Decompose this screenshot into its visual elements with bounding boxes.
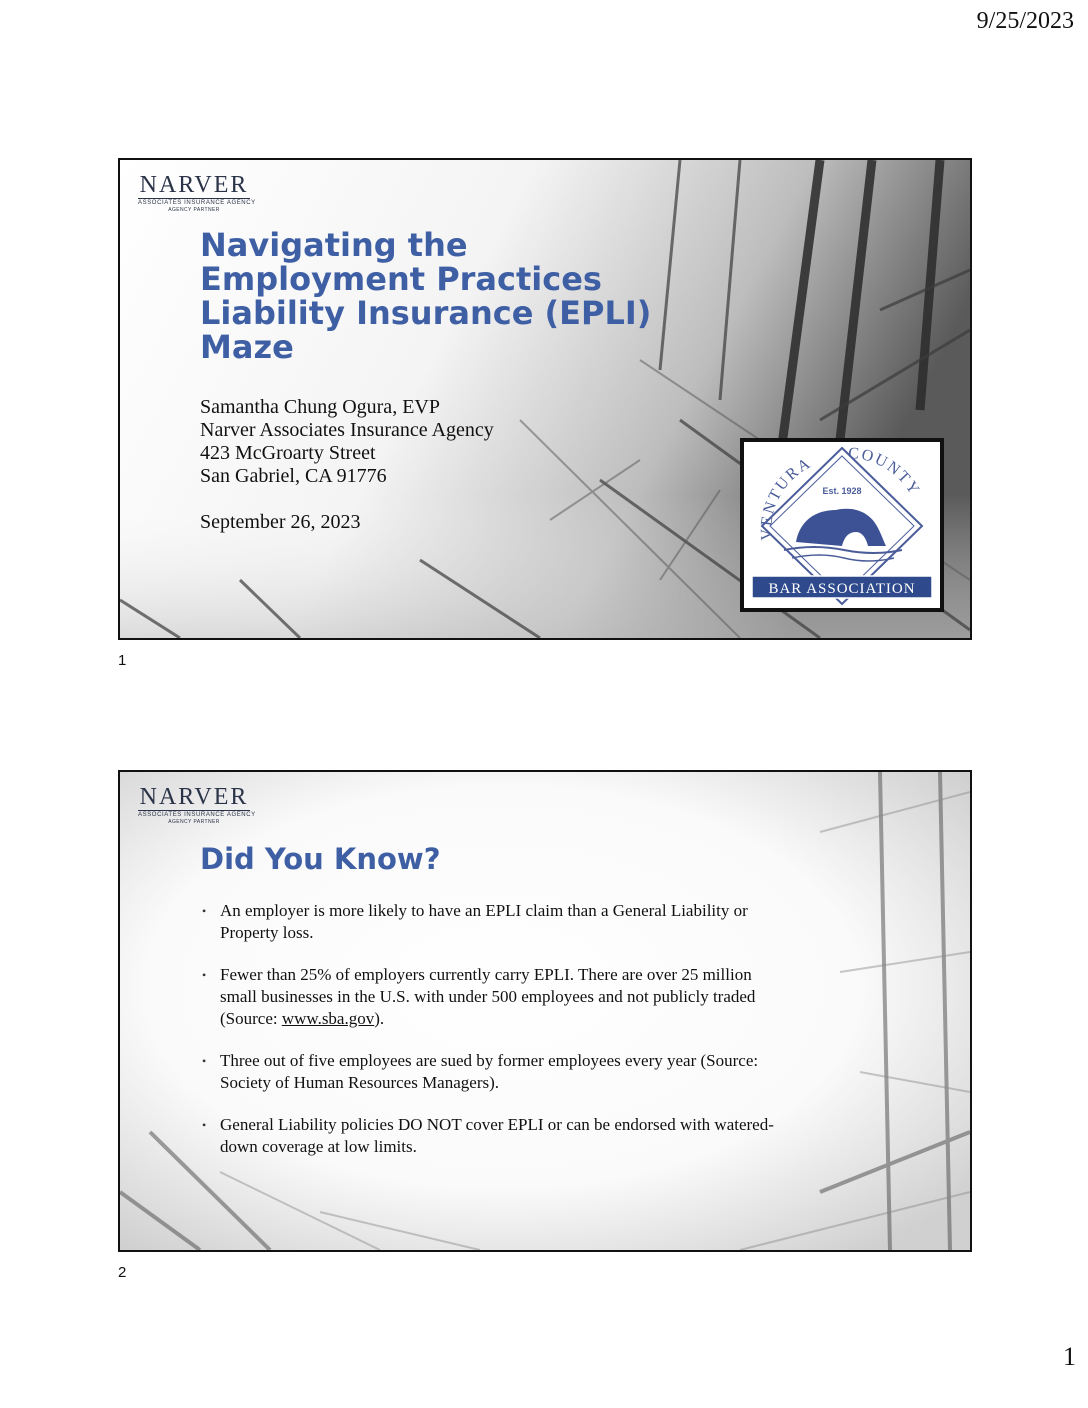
narver-logo bbox=[138, 172, 256, 213]
presenter-street: 423 McGroarty Street bbox=[200, 442, 376, 464]
logo-name: NARVER bbox=[139, 172, 249, 198]
seal-established: Est. 1928 bbox=[822, 486, 862, 496]
presenter-city: San Gabriel, CA 91776 bbox=[200, 465, 387, 487]
logo-subtitle: ASSOCIATES INSURANCE AGENCY bbox=[138, 812, 256, 818]
bullet-text: Three out of five employees are sued by former employees every year (Source: Society of Human Resources Managers). bbox=[220, 1051, 759, 1092]
presenter-agency: Narver Associates Insurance Agency bbox=[200, 419, 494, 441]
page-number: 1 bbox=[1063, 1342, 1076, 1371]
bullet-list bbox=[202, 900, 792, 1178]
sba-link[interactable]: www.sba.gov bbox=[281, 1009, 375, 1028]
seal-arc-left: VENTURA bbox=[758, 454, 815, 541]
title-line: Navigating the bbox=[200, 226, 468, 264]
logo-tagline: AGENCY PARTNER bbox=[168, 819, 220, 825]
title-line: Liability Insurance (EPLI) bbox=[200, 294, 652, 332]
narver-logo bbox=[138, 784, 256, 825]
presenter-name: Samantha Chung Ogura, EVP bbox=[200, 396, 440, 418]
seal-arc-right: COUNTY bbox=[847, 444, 924, 500]
presenter-info bbox=[200, 396, 494, 534]
presentation-date: September 26, 2023 bbox=[200, 511, 361, 533]
slide-1 bbox=[118, 158, 972, 640]
bullet-item: • An employer is more likely to have an EPLI claim than a General Liability or Property loss. bbox=[202, 901, 748, 942]
logo-subtitle: ASSOCIATES INSURANCE AGENCY bbox=[138, 200, 256, 206]
ventura-county-bar-association-logo bbox=[740, 438, 944, 612]
bullet-text: Fewer than 25% of employers currently carry EPLI. There are over 25 million small businesses in the U.S. with under 500 employees and not publicly traded (Source: bbox=[220, 965, 756, 1028]
title-line: Employment Practices bbox=[200, 260, 602, 298]
bullet-item: • Three out of five employees are sued by former employees every year (Source: Society of Human Resources Managers). bbox=[202, 1051, 759, 1092]
seal-banner: BAR ASSOCIATION bbox=[768, 581, 916, 597]
logo-name: NARVER bbox=[139, 784, 249, 810]
logo-tagline: AGENCY PARTNER bbox=[168, 207, 220, 213]
bullet-text: General Liability policies DO NOT cover EPLI or can be endorsed with watered-down coverage at low limits. bbox=[220, 1115, 774, 1156]
bullet-text: An employer is more likely to have an EPLI claim than a General Liability or Property loss. bbox=[220, 901, 748, 942]
bullet-text-end: ). bbox=[374, 1009, 385, 1028]
page-date: 9/25/2023 bbox=[976, 8, 1074, 34]
slide-1-title bbox=[200, 228, 660, 364]
bar-association-seal bbox=[744, 442, 940, 608]
slide-2 bbox=[118, 770, 972, 1252]
bullet-item: • General Liability policies DO NOT cover EPLI or can be endorsed with watered-down coverage at low limits. bbox=[202, 1115, 774, 1156]
bullet-item: • Fewer than 25% of employers currently carry EPLI. There are over 25 million small businesses in the U.S. with under 500 employees and not publicly traded (Source: www.sba.gov). bbox=[202, 965, 756, 1028]
slide-2-title: Did You Know? bbox=[200, 842, 441, 876]
title-line: Maze bbox=[200, 328, 294, 366]
slide-2-number: 2 bbox=[118, 1264, 127, 1281]
slide-1-number: 1 bbox=[118, 652, 127, 669]
